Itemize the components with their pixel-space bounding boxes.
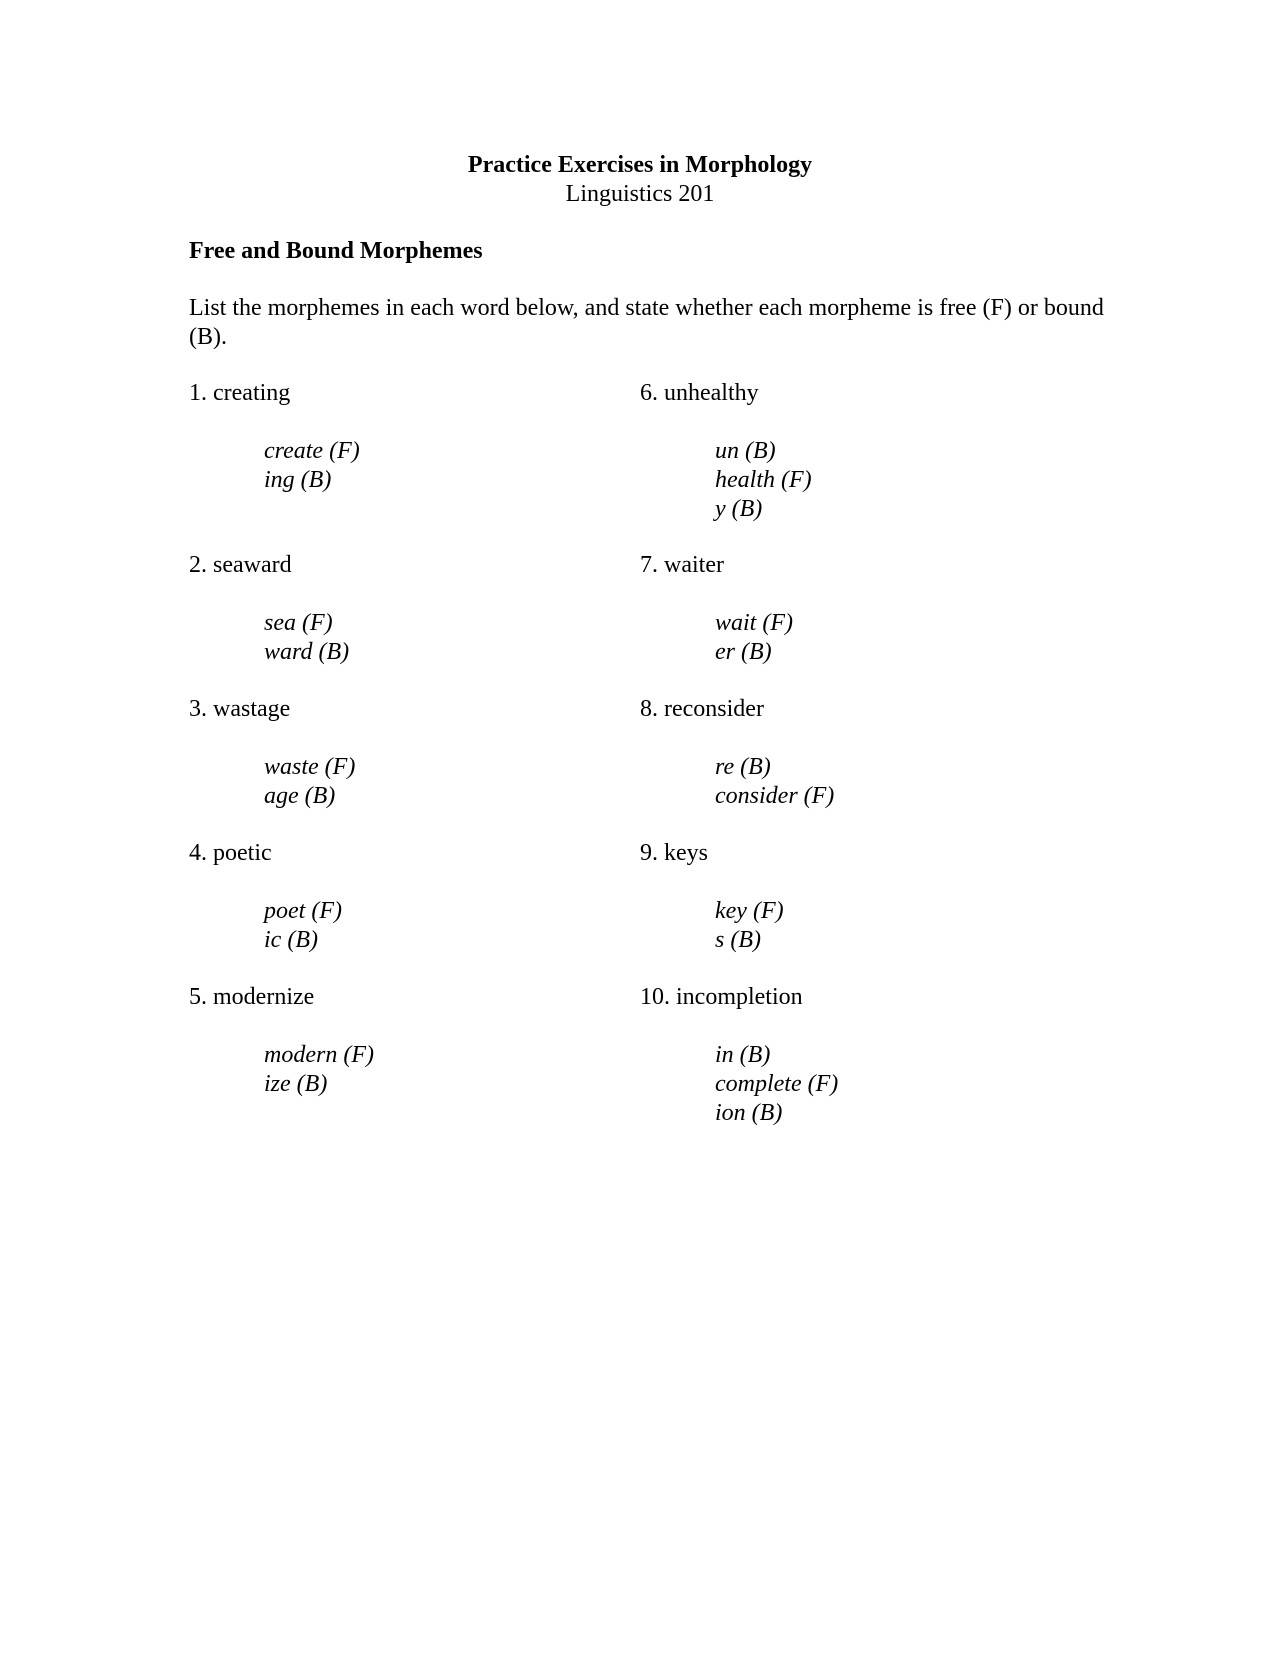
exercise-word: 4. poetic bbox=[189, 840, 272, 866]
morpheme-list bbox=[264, 1041, 629, 1099]
morpheme: sea (F) bbox=[264, 610, 333, 636]
morpheme: ion (B) bbox=[715, 1100, 783, 1126]
page-title: Practice Exercises in Morphology bbox=[467, 152, 813, 178]
exercise-item bbox=[640, 695, 1080, 811]
morpheme: ward (B) bbox=[264, 639, 350, 665]
exercise-item bbox=[189, 551, 629, 667]
morpheme: y (B) bbox=[715, 496, 763, 522]
morpheme-list bbox=[264, 609, 629, 667]
exercise-item bbox=[640, 379, 1080, 524]
exercise-word: 3. wastage bbox=[189, 696, 291, 722]
morpheme: re (B) bbox=[715, 754, 771, 780]
morpheme-list bbox=[264, 753, 629, 811]
morpheme: s (B) bbox=[715, 927, 761, 953]
section-heading: Free and Bound Morphemes bbox=[189, 238, 483, 264]
exercise-word: 10. incompletion bbox=[640, 984, 803, 1010]
exercise-word: 1. creating bbox=[189, 380, 291, 406]
morpheme: un (B) bbox=[715, 438, 776, 464]
exercise-item bbox=[189, 839, 629, 955]
morpheme: wait (F) bbox=[715, 610, 793, 636]
morpheme-list bbox=[715, 1041, 1080, 1128]
exercise-word: 5. modernize bbox=[189, 984, 315, 1010]
exercise-item bbox=[640, 983, 1080, 1128]
exercise-word: 8. reconsider bbox=[640, 696, 764, 722]
morpheme: health (F) bbox=[715, 467, 812, 493]
morpheme-list bbox=[264, 437, 629, 495]
morpheme: consider (F) bbox=[715, 783, 835, 809]
morpheme: poet (F) bbox=[264, 898, 342, 924]
morpheme-list bbox=[715, 437, 1080, 524]
exercise-item bbox=[189, 379, 629, 495]
exercise-word: 9. keys bbox=[640, 840, 708, 866]
morpheme-list bbox=[715, 897, 1080, 955]
morpheme: modern (F) bbox=[264, 1042, 374, 1068]
morpheme: complete (F) bbox=[715, 1071, 839, 1097]
exercise-item bbox=[189, 983, 629, 1099]
page-subtitle: Linguistics 201 bbox=[565, 181, 715, 207]
exercise-word: 6. unhealthy bbox=[640, 380, 759, 406]
morpheme: er (B) bbox=[715, 639, 772, 665]
morpheme: age (B) bbox=[264, 783, 336, 809]
morpheme-list bbox=[715, 753, 1080, 811]
exercise-item bbox=[640, 551, 1080, 667]
morpheme: ic (B) bbox=[264, 927, 318, 953]
morpheme: ize (B) bbox=[264, 1071, 328, 1097]
morpheme: create (F) bbox=[264, 438, 360, 464]
instructions-text: List the morphemes in each word below, and state whether each morpheme is free (F) or bound (B). bbox=[189, 295, 1104, 350]
morpheme-list bbox=[715, 609, 1080, 667]
morpheme: in (B) bbox=[715, 1042, 771, 1068]
morpheme-list bbox=[264, 897, 629, 955]
morpheme: key (F) bbox=[715, 898, 784, 924]
exercise-item bbox=[189, 695, 629, 811]
exercise-word: 2. seaward bbox=[189, 552, 292, 578]
exercise-word: 7. waiter bbox=[640, 552, 724, 578]
morpheme: ing (B) bbox=[264, 467, 332, 493]
exercise-item bbox=[640, 839, 1080, 955]
morpheme: waste (F) bbox=[264, 754, 356, 780]
